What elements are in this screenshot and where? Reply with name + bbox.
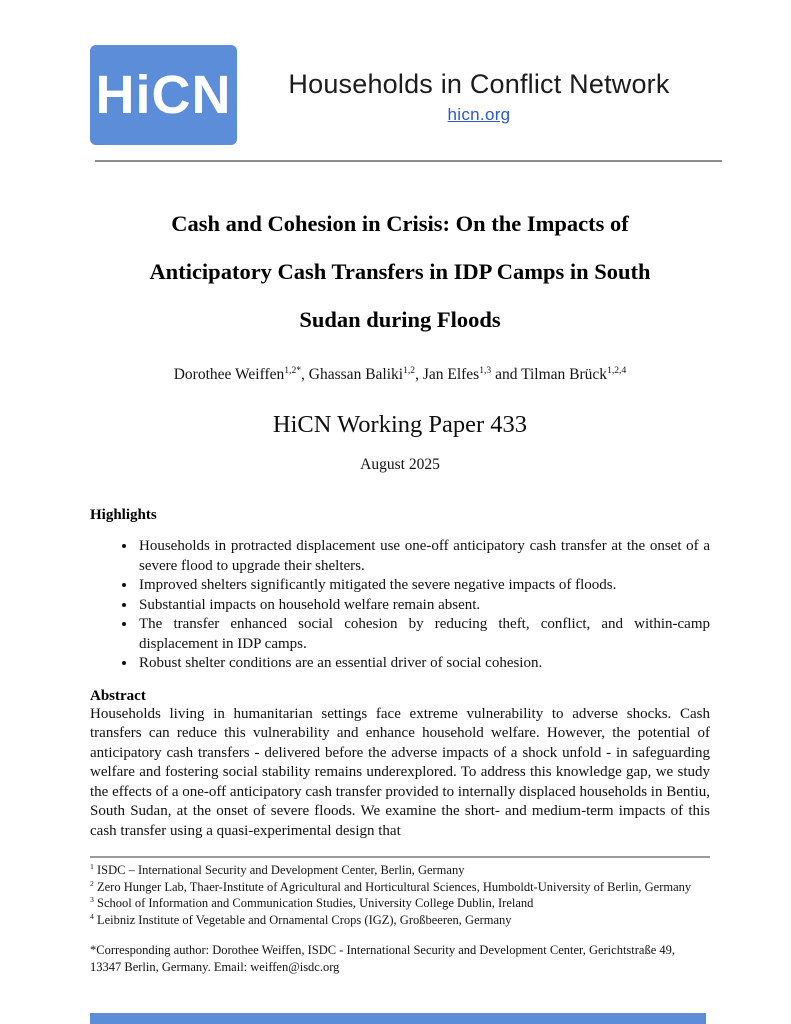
highlight-item: • Robust shelter conditions are an essential driver of social cohesion. bbox=[137, 654, 710, 674]
footnote: $^4$ Leibniz Institute of Vegetable and Ornamental Crops (IGZ), Großbeeren, Germany bbox=[90, 911, 512, 927]
highlight-item: • Substantial impacts on household welfare remain absent. bbox=[137, 596, 710, 616]
highlights-list bbox=[90, 537, 710, 674]
hicn-link[interactable]: hicn.org bbox=[447, 105, 511, 124]
highlight-item: • The transfer enhanced social cohesion by reducing theft, conflict, and within-camp displacement in IDP camps. bbox=[137, 615, 710, 654]
hicn-logo bbox=[90, 45, 237, 145]
footer-accent-bar bbox=[90, 1013, 706, 1024]
header-divider bbox=[95, 160, 722, 162]
highlights-heading: Highlights bbox=[90, 507, 157, 523]
header bbox=[90, 45, 721, 145]
paper-title-line: Sudan during Floods bbox=[299, 307, 501, 332]
highlight-item: • Households in protracted displacement use one-off anticipatory cash transfer at the onset of a severe flood to upgrade their shelters. bbox=[137, 537, 710, 576]
authors-line: Dorothee Weiffen$^{1,2*}$, Ghassan Baliki$^{1,2}$, Jan Elfes$^{1,3}$ and Tilman Brück$^{1,2,4}$ bbox=[173, 364, 627, 383]
org-block bbox=[237, 45, 721, 125]
paper-title-line: Anticipatory Cash Transfers in IDP Camps in South bbox=[149, 259, 651, 284]
footnote-divider bbox=[90, 856, 710, 858]
corresponding-author-note: *Corresponding author: Dorothee Weiffen, ISDC - International Security and Development Center, Gerichtstraße 49, 13347 Berlin, Germany. Email: weiffen@isdc.org bbox=[90, 943, 676, 974]
paper-series: HiCN Working Paper 433 bbox=[272, 411, 528, 438]
footnote: $^3$ School of Information and Communication Studies, University College Dublin, Ireland bbox=[90, 894, 534, 910]
paper-title-line: Cash and Cohesion in Crisis: On the Impacts of bbox=[171, 211, 629, 236]
abstract-text: Households living in humanitarian settings face extreme vulnerability to adverse shocks. Cash transfers can reduce this vulnerability and enhance household welfare. However, the potential of anticipatory cash transfers - delivered before the adverse impacts of a shock unfold - in safeguarding welfare and fostering social stability remains underexplored. To address this knowledge gap, we study the effects of a one-off anticipatory cash transfer provided to internally displaced households in Bentiu, South Sudan, at the onset of severe floods. We examine the short- and medium-term impacts of this cash transfer using a quasi-experimental design that bbox=[90, 705, 710, 839]
footnote: $^2$ Zero Hunger Lab, Thaer-Institute of Agricultural and Horticultural Sciences, Humboldt-University of Berlin, Germany bbox=[90, 878, 692, 894]
highlight-item: • Improved shelters significantly mitigated the severe negative impacts of floods. bbox=[137, 576, 710, 596]
footnotes bbox=[90, 862, 710, 928]
content bbox=[90, 200, 710, 975]
paper-date: August 2025 bbox=[360, 456, 440, 473]
abstract-heading: Abstract bbox=[90, 687, 146, 704]
org-name: Households in Conflict Network bbox=[288, 69, 670, 99]
hicn-logo-text: HiCN bbox=[95, 65, 232, 125]
paper-title bbox=[90, 200, 710, 344]
footnote: $^1$ ISDC – International Security and Development Center, Berlin, Germany bbox=[90, 861, 465, 877]
